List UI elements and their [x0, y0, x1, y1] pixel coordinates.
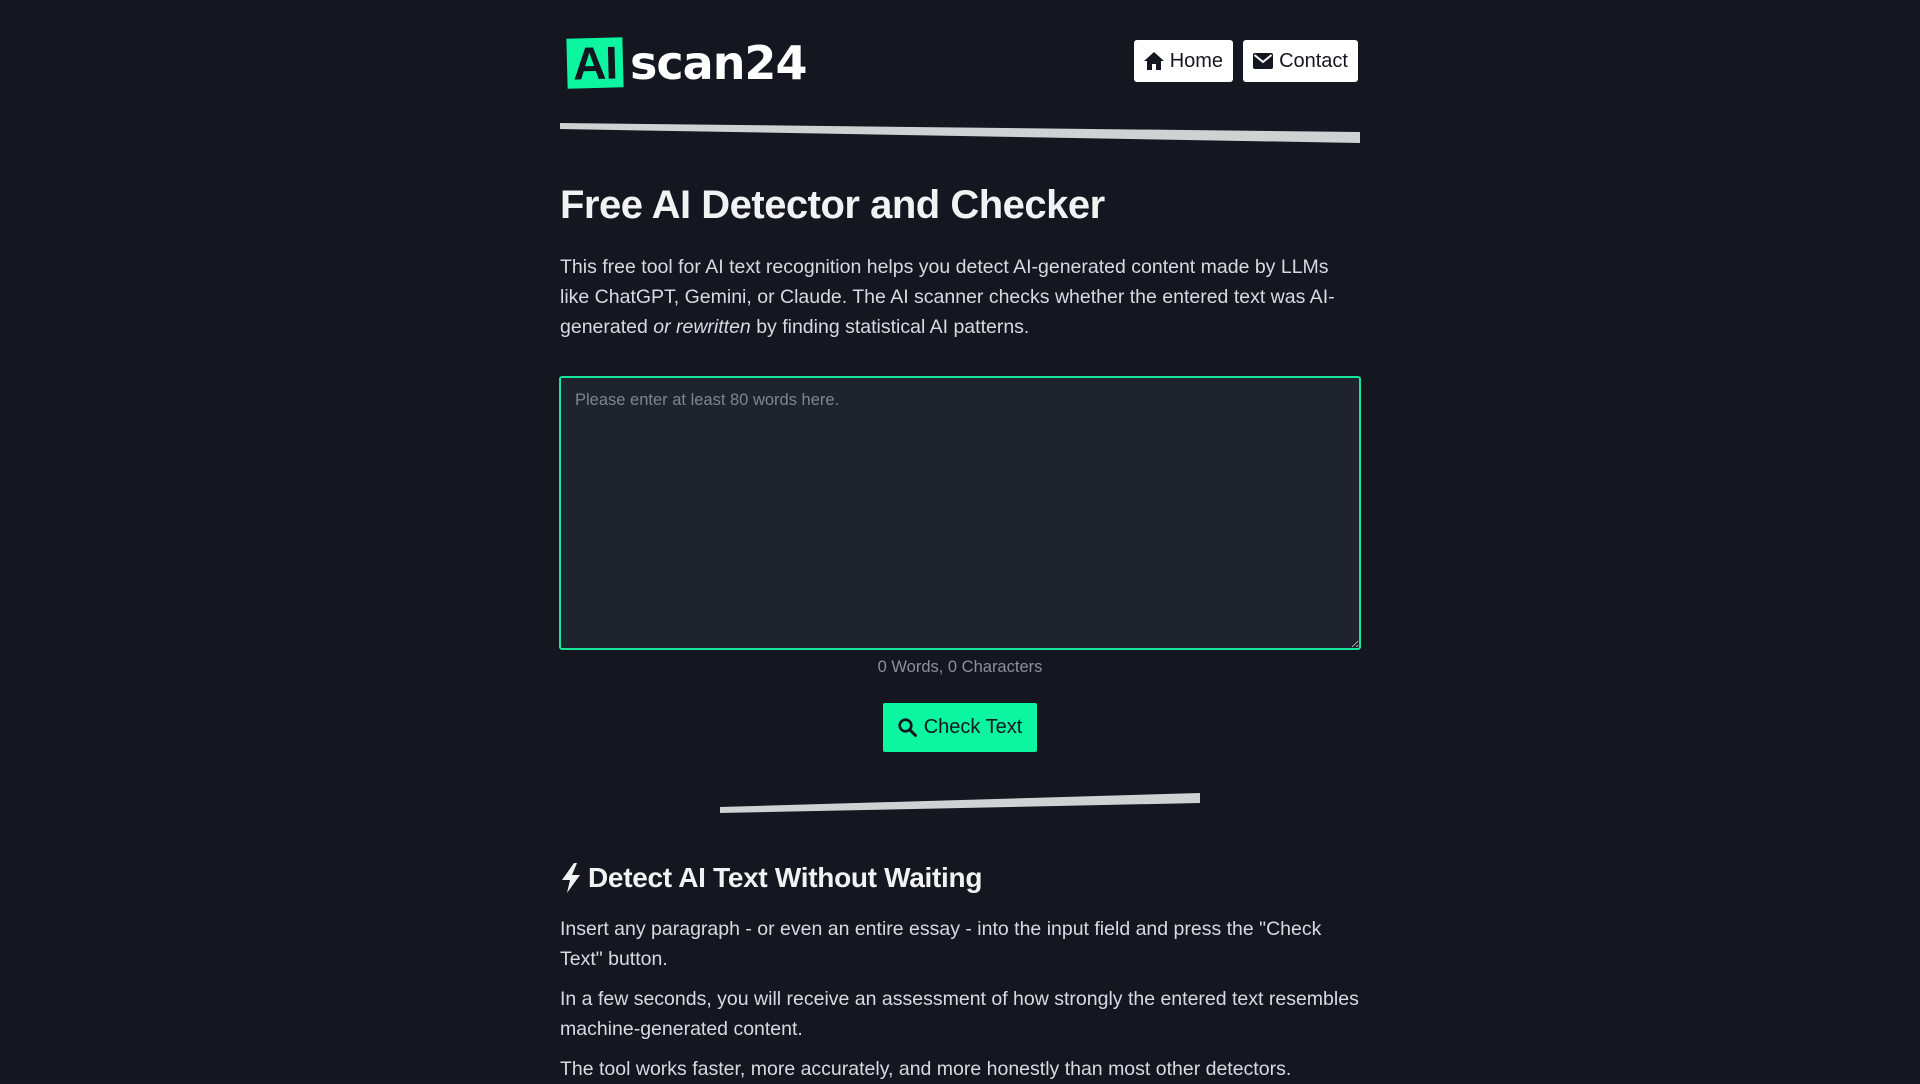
word-char-counter: 0 Words, 0 Characters — [877, 658, 1043, 676]
page-title: Free AI Detector and Checker — [560, 183, 1105, 227]
check-text-button[interactable] — [883, 703, 1037, 752]
home-button[interactable] — [1134, 40, 1233, 82]
page-container — [560, 0, 1360, 1080]
intro-part2: by finding statistical AI patterns. — [750, 316, 1030, 338]
header — [560, 0, 1360, 110]
home-label: Home — [1169, 49, 1224, 72]
search-icon — [898, 718, 917, 737]
section-heading-text: Detect AI Text Without Waiting — [588, 862, 983, 893]
text-input[interactable] — [559, 376, 1361, 650]
logo-ai-badge: AI — [566, 37, 623, 88]
section-heading — [560, 862, 982, 894]
divider — [560, 123, 1360, 145]
logo[interactable] — [567, 36, 806, 90]
contact-button[interactable] — [1243, 40, 1358, 82]
contact-label: Contact — [1279, 49, 1348, 72]
section-paragraph: In a few seconds, you will receive an assessment of how strongly the entered text resembles machine-generated content. — [560, 988, 1359, 1040]
nav — [1134, 40, 1358, 82]
intro-emphasis: or rewritten — [653, 316, 751, 338]
intro-part1: This free tool for AI text recognition helps you detect AI-generated content made by LLMs like ChatGPT, Gemini, or Claude. The AI scanner checks whether the entered text was AI-generated — [560, 256, 1335, 338]
check-text-label: Check Text — [923, 716, 1023, 738]
divider — [720, 793, 1200, 813]
envelope-icon — [1253, 53, 1273, 69]
intro-text — [560, 252, 1360, 342]
section-paragraph: The tool works faster, more accurately, and more honestly than most other detectors. — [560, 1058, 1292, 1080]
section-paragraph: Insert any paragraph - or even an entire essay - into the input field and press the "Check Text" button. — [560, 918, 1322, 970]
lightning-icon — [560, 863, 582, 893]
logo-text: scan24 — [630, 36, 807, 90]
home-icon — [1144, 52, 1164, 70]
